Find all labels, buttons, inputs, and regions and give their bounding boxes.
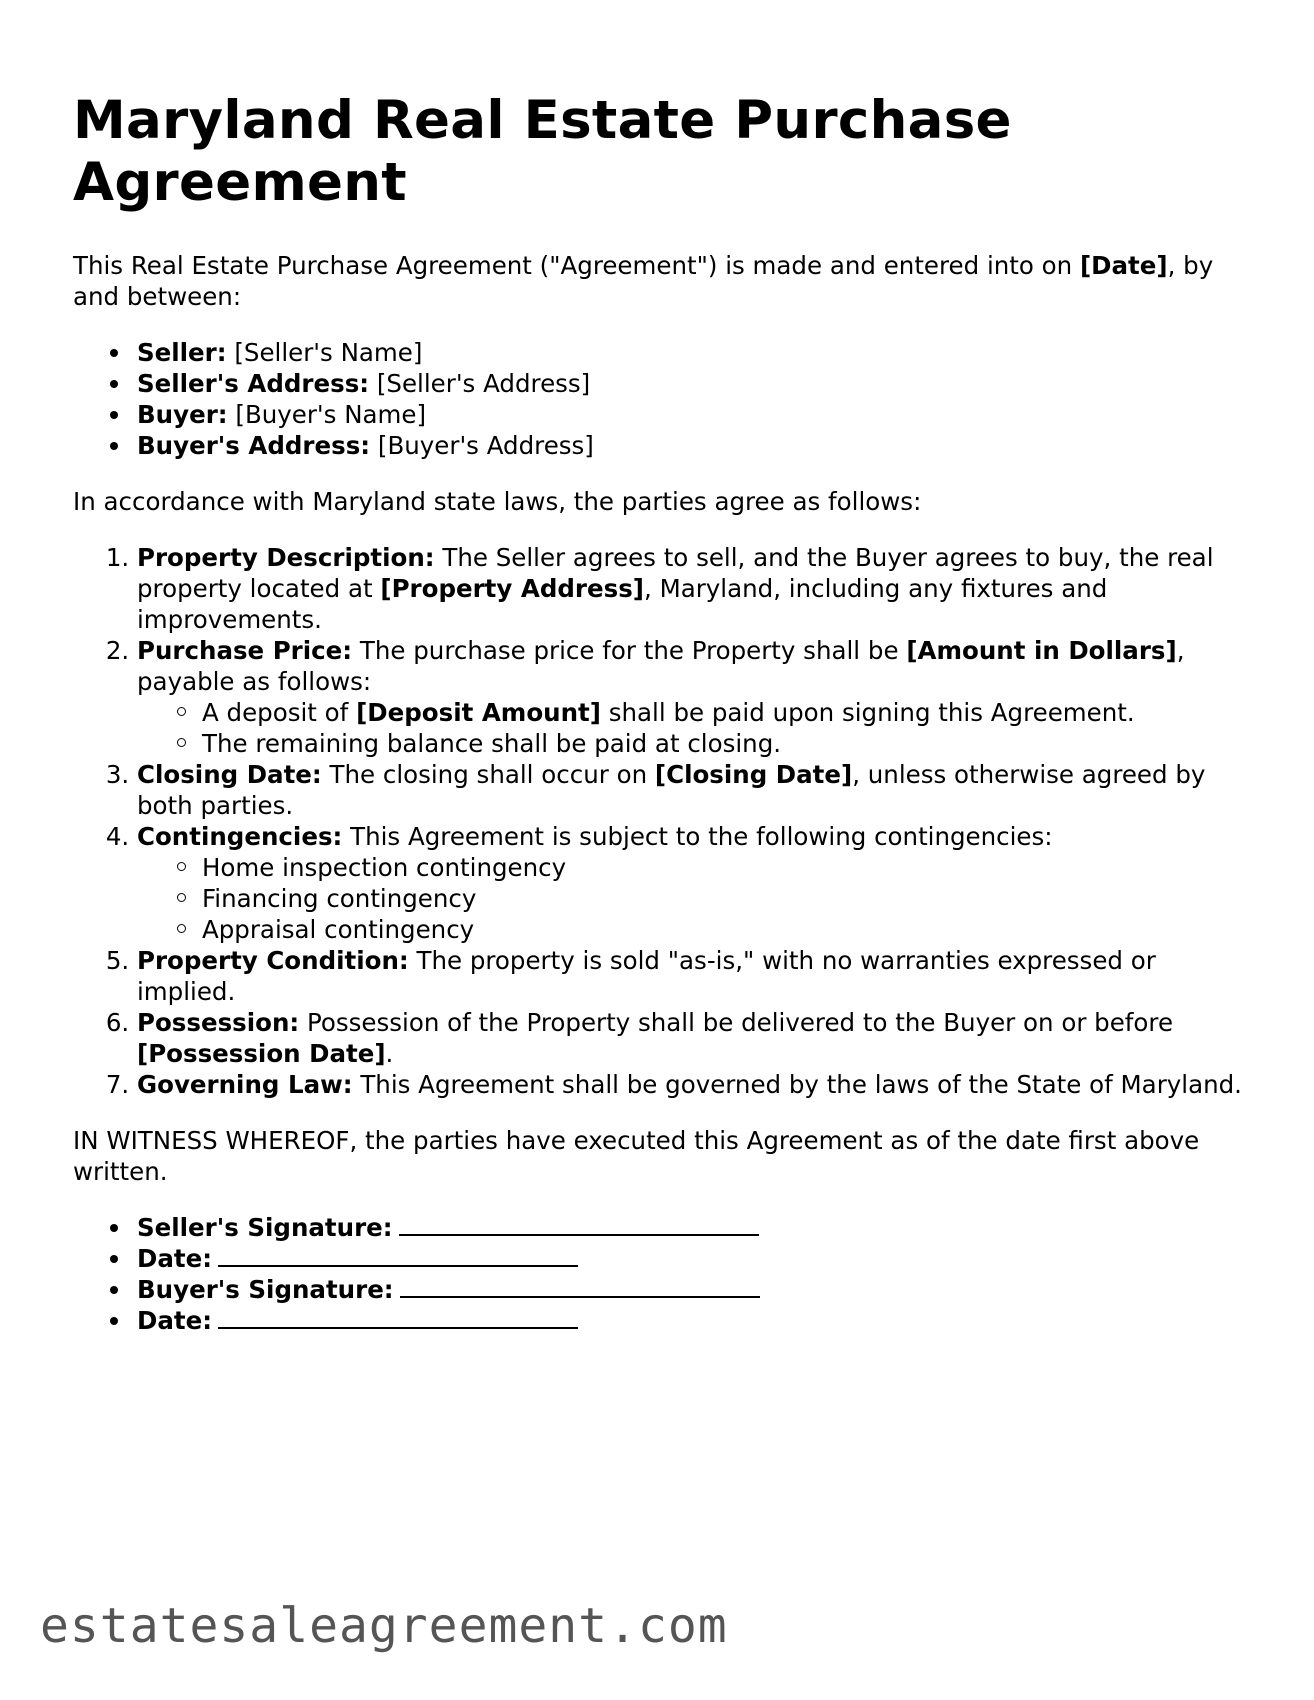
party-value: [Seller's Name] xyxy=(234,338,423,367)
term-text: , unless otherwise agreed by both parties. xyxy=(137,760,1206,820)
seller-signature-line[interactable] xyxy=(399,1212,759,1236)
term-label: Closing Date: xyxy=(137,760,322,789)
possession-date-placeholder: [Possession Date] xyxy=(137,1039,386,1068)
watermark: estatesaleagreement.com xyxy=(40,1598,728,1654)
term-label: Property Condition: xyxy=(137,946,409,975)
closing-date-placeholder: [Closing Date] xyxy=(654,760,853,789)
intro-paragraph xyxy=(73,250,1253,312)
term-label: Purchase Price: xyxy=(137,636,353,665)
signature-label: Seller's Signature: xyxy=(137,1213,393,1242)
payment-sublist xyxy=(137,697,1253,759)
list-item: The remaining balance shall be paid at closing. xyxy=(202,728,1253,759)
term-label: Contingencies: xyxy=(137,822,343,851)
sub-text: shall be paid upon signing this Agreement. xyxy=(600,698,1135,727)
terms-list xyxy=(73,542,1253,1100)
list-item: Financing contingency xyxy=(202,883,1253,914)
term-label: Governing Law: xyxy=(137,1070,353,1099)
term-text: This Agreement shall be governed by the laws of the State of Maryland. xyxy=(352,1070,1242,1099)
contingencies-sublist xyxy=(137,852,1253,945)
term-purchase-price xyxy=(137,635,1253,759)
term-property-description xyxy=(137,542,1253,635)
term-property-condition xyxy=(137,945,1253,1007)
witness-paragraph: IN WITNESS WHEREOF, the parties have executed this Agreement as of the date first above written. xyxy=(73,1126,1200,1186)
signature-item xyxy=(137,1305,1253,1336)
signatures-list xyxy=(73,1212,1253,1336)
list-item xyxy=(202,697,1253,728)
term-label: Property Description: xyxy=(137,543,435,572)
list-item xyxy=(137,399,1253,430)
list-item xyxy=(137,430,1253,461)
list-item xyxy=(137,368,1253,399)
party-label: Seller: xyxy=(137,338,227,367)
signature-label: Buyer's Signature: xyxy=(137,1275,394,1304)
intro-text-end: , by and between: xyxy=(73,251,1214,311)
seller-date-line[interactable] xyxy=(218,1243,578,1267)
deposit-placeholder: [Deposit Amount] xyxy=(356,698,601,727)
list-item xyxy=(137,337,1253,368)
buyer-signature-line[interactable] xyxy=(400,1274,760,1298)
date-placeholder: [Date] xyxy=(1079,251,1168,280)
document-page xyxy=(73,90,1253,1361)
term-possession xyxy=(137,1007,1253,1069)
term-text: , Maryland, including any fixtures and improvements. xyxy=(137,574,1108,634)
signature-item xyxy=(137,1274,1253,1305)
party-label: Buyer's Address: xyxy=(137,431,371,460)
term-text: The purchase price for the Property shall be xyxy=(352,636,907,665)
party-value: [Buyer's Address] xyxy=(377,431,594,460)
signature-label: Date: xyxy=(137,1244,212,1273)
buyer-date-line[interactable] xyxy=(218,1305,578,1329)
term-label: Possession: xyxy=(137,1008,300,1037)
term-text: The closing shall occur on xyxy=(321,760,655,789)
page-title: Maryland Real Estate Purchase Agreement xyxy=(73,90,1012,213)
accordance-paragraph: In accordance with Maryland state laws, the parties agree as follows: xyxy=(73,487,922,516)
list-item: Appraisal contingency xyxy=(202,914,1253,945)
term-text: The Seller agrees to sell, and the Buyer agrees to buy, the real property located at xyxy=(137,543,1214,603)
parties-list xyxy=(73,337,1253,461)
term-text: Possession of the Property shall be delivered to the Buyer on or before xyxy=(299,1008,1174,1037)
intro-text: This Real Estate Purchase Agreement ("Agreement") is made and entered into on xyxy=(73,251,1080,280)
signature-item xyxy=(137,1212,1253,1243)
amount-placeholder: [Amount in Dollars] xyxy=(906,636,1177,665)
party-value: [Buyer's Name] xyxy=(235,400,427,429)
term-text: The property is sold "as-is," with no warranties expressed or implied. xyxy=(137,946,1156,1006)
term-text: , payable as follows: xyxy=(137,636,1185,696)
term-contingencies xyxy=(137,821,1253,945)
party-label: Buyer: xyxy=(137,400,228,429)
term-text: This Agreement is subject to the following contingencies: xyxy=(342,822,1053,851)
term-governing-law xyxy=(137,1069,1253,1100)
signature-item xyxy=(137,1243,1253,1274)
list-item: Home inspection contingency xyxy=(202,852,1253,883)
signature-label: Date: xyxy=(137,1306,212,1335)
party-value: [Seller's Address] xyxy=(376,369,591,398)
party-label: Seller's Address: xyxy=(137,369,370,398)
term-text: . xyxy=(385,1039,394,1068)
sub-text: A deposit of xyxy=(202,698,357,727)
term-closing-date xyxy=(137,759,1253,821)
property-address-placeholder: [Property Address] xyxy=(380,574,644,603)
